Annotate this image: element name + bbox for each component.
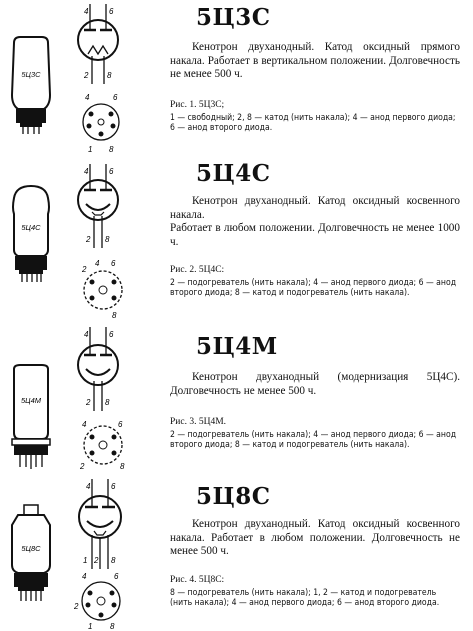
svg-text:4: 4	[85, 93, 90, 102]
svg-text:2: 2	[84, 71, 89, 80]
tube-entry-5c4m	[0, 323, 473, 475]
tube-entry-5c3s	[0, 0, 473, 158]
svg-text:6: 6	[113, 93, 118, 102]
tube-title: 5Ц4С	[196, 160, 271, 187]
tube-description: Кенотрон двуханодный. Катод оксидный косвенного накала. Работает в любом положении. Долговечность не менее 1000 ч.	[170, 195, 460, 248]
svg-text:6: 6	[111, 482, 116, 491]
schematic-symbol	[70, 479, 130, 569]
figure-number: Рис. 3. 5Ц4М.	[170, 417, 227, 427]
schematic-symbol	[70, 327, 126, 411]
tube-title: 5Ц8С	[196, 483, 271, 510]
tube-bulb-drawing	[4, 503, 58, 607]
tube-title: 5Ц4М	[196, 333, 278, 360]
schematic-symbol	[70, 164, 126, 248]
svg-text:4: 4	[82, 420, 87, 429]
pin-base-diagram	[78, 258, 128, 322]
svg-text:6: 6	[109, 330, 114, 339]
caption-text: 1 — свободный; 2, 8 — катод (нить накала); 4 — анод первого диода; 6 — анод второго диода.	[170, 112, 456, 134]
figure-caption	[170, 575, 460, 609]
figure-caption	[170, 417, 460, 451]
tube-entry-5c8s	[0, 475, 473, 630]
svg-text:1: 1	[88, 622, 93, 631]
pin-base-diagram	[78, 92, 124, 154]
tube-bulb-drawing	[6, 184, 56, 284]
svg-text:8: 8	[112, 311, 117, 320]
pin-base-diagram	[78, 419, 128, 471]
tube-bulb-drawing	[6, 35, 56, 135]
svg-text:2: 2	[80, 462, 85, 471]
svg-text:6: 6	[118, 420, 123, 429]
svg-text:2: 2	[94, 556, 99, 565]
schematic-symbol	[70, 4, 126, 84]
tube-title: 5Ц3С	[196, 4, 271, 31]
figure-number: Рис. 4. 5Ц8С:	[170, 575, 225, 585]
bulb-label: 5Ц4М	[20, 396, 42, 405]
caption-text: 2 — подогреватель (нить накала); 4 — анод первого диода; 6 — анод второго диода; 8 — катод и подогреватель (нить накала).	[170, 429, 457, 451]
svg-text:8: 8	[109, 145, 114, 154]
tube-description: Кенотрон двуханодный (модернизация 5Ц4С). Долговечность не менее 500 ч.	[170, 371, 460, 397]
svg-text:4: 4	[86, 482, 91, 491]
svg-text:8: 8	[111, 556, 116, 565]
svg-text:8: 8	[105, 398, 110, 407]
svg-text:4: 4	[84, 167, 89, 176]
svg-text:8: 8	[110, 622, 115, 631]
svg-text:1: 1	[88, 145, 93, 154]
svg-text:6: 6	[114, 572, 119, 581]
svg-text:4: 4	[95, 259, 100, 268]
figure-caption	[170, 100, 460, 134]
svg-text:4: 4	[84, 330, 89, 339]
svg-text:8: 8	[105, 235, 110, 244]
svg-text:2: 2	[86, 398, 91, 407]
bulb-label: 5Ц8С	[21, 544, 41, 553]
tube-description: Кенотрон двуханодный. Катод оксидный косвенного накала. Работает в любом положении. Долговечность не менее 500 ч.	[170, 518, 460, 557]
caption-text: 8 — подогреватель (нить накала); 1, 2 — катод и подогреватель (нить накала); 4 — анод первого диода; 6 — анод второго диода.	[170, 587, 440, 609]
svg-text:2: 2	[74, 602, 79, 611]
svg-text:2: 2	[86, 235, 91, 244]
tube-bulb-drawing	[6, 363, 56, 473]
svg-text:8: 8	[107, 71, 112, 80]
figure-caption	[170, 265, 460, 299]
svg-text:2: 2	[82, 265, 87, 274]
figure-number: Рис. 1. 5Ц3С;	[170, 100, 225, 110]
svg-text:4: 4	[82, 572, 87, 581]
svg-text:6: 6	[109, 7, 114, 16]
caption-text: 2 — подогреватель (нить накала); 4 — анод первого диода; 6 — анод второго диода; 8 — катод и подогреватель (нить накала).	[170, 277, 457, 299]
svg-text:6: 6	[109, 167, 114, 176]
svg-text:8: 8	[120, 462, 125, 471]
tube-entry-5c4s	[0, 158, 473, 323]
svg-text:1: 1	[83, 556, 88, 565]
svg-text:4: 4	[84, 7, 89, 16]
tube-description: Кенотрон двуханодный. Катод оксидный прямого накала. Работает в вертикальном положении. Долговечность не менее 500 ч.	[170, 41, 460, 80]
figure-number: Рис. 2. 5Ц4С:	[170, 265, 225, 275]
pin-base-diagram	[74, 571, 128, 631]
bulb-label: 5Ц4С	[21, 223, 41, 232]
svg-text:6: 6	[111, 259, 116, 268]
bulb-label: 5Ц3С	[21, 70, 41, 79]
